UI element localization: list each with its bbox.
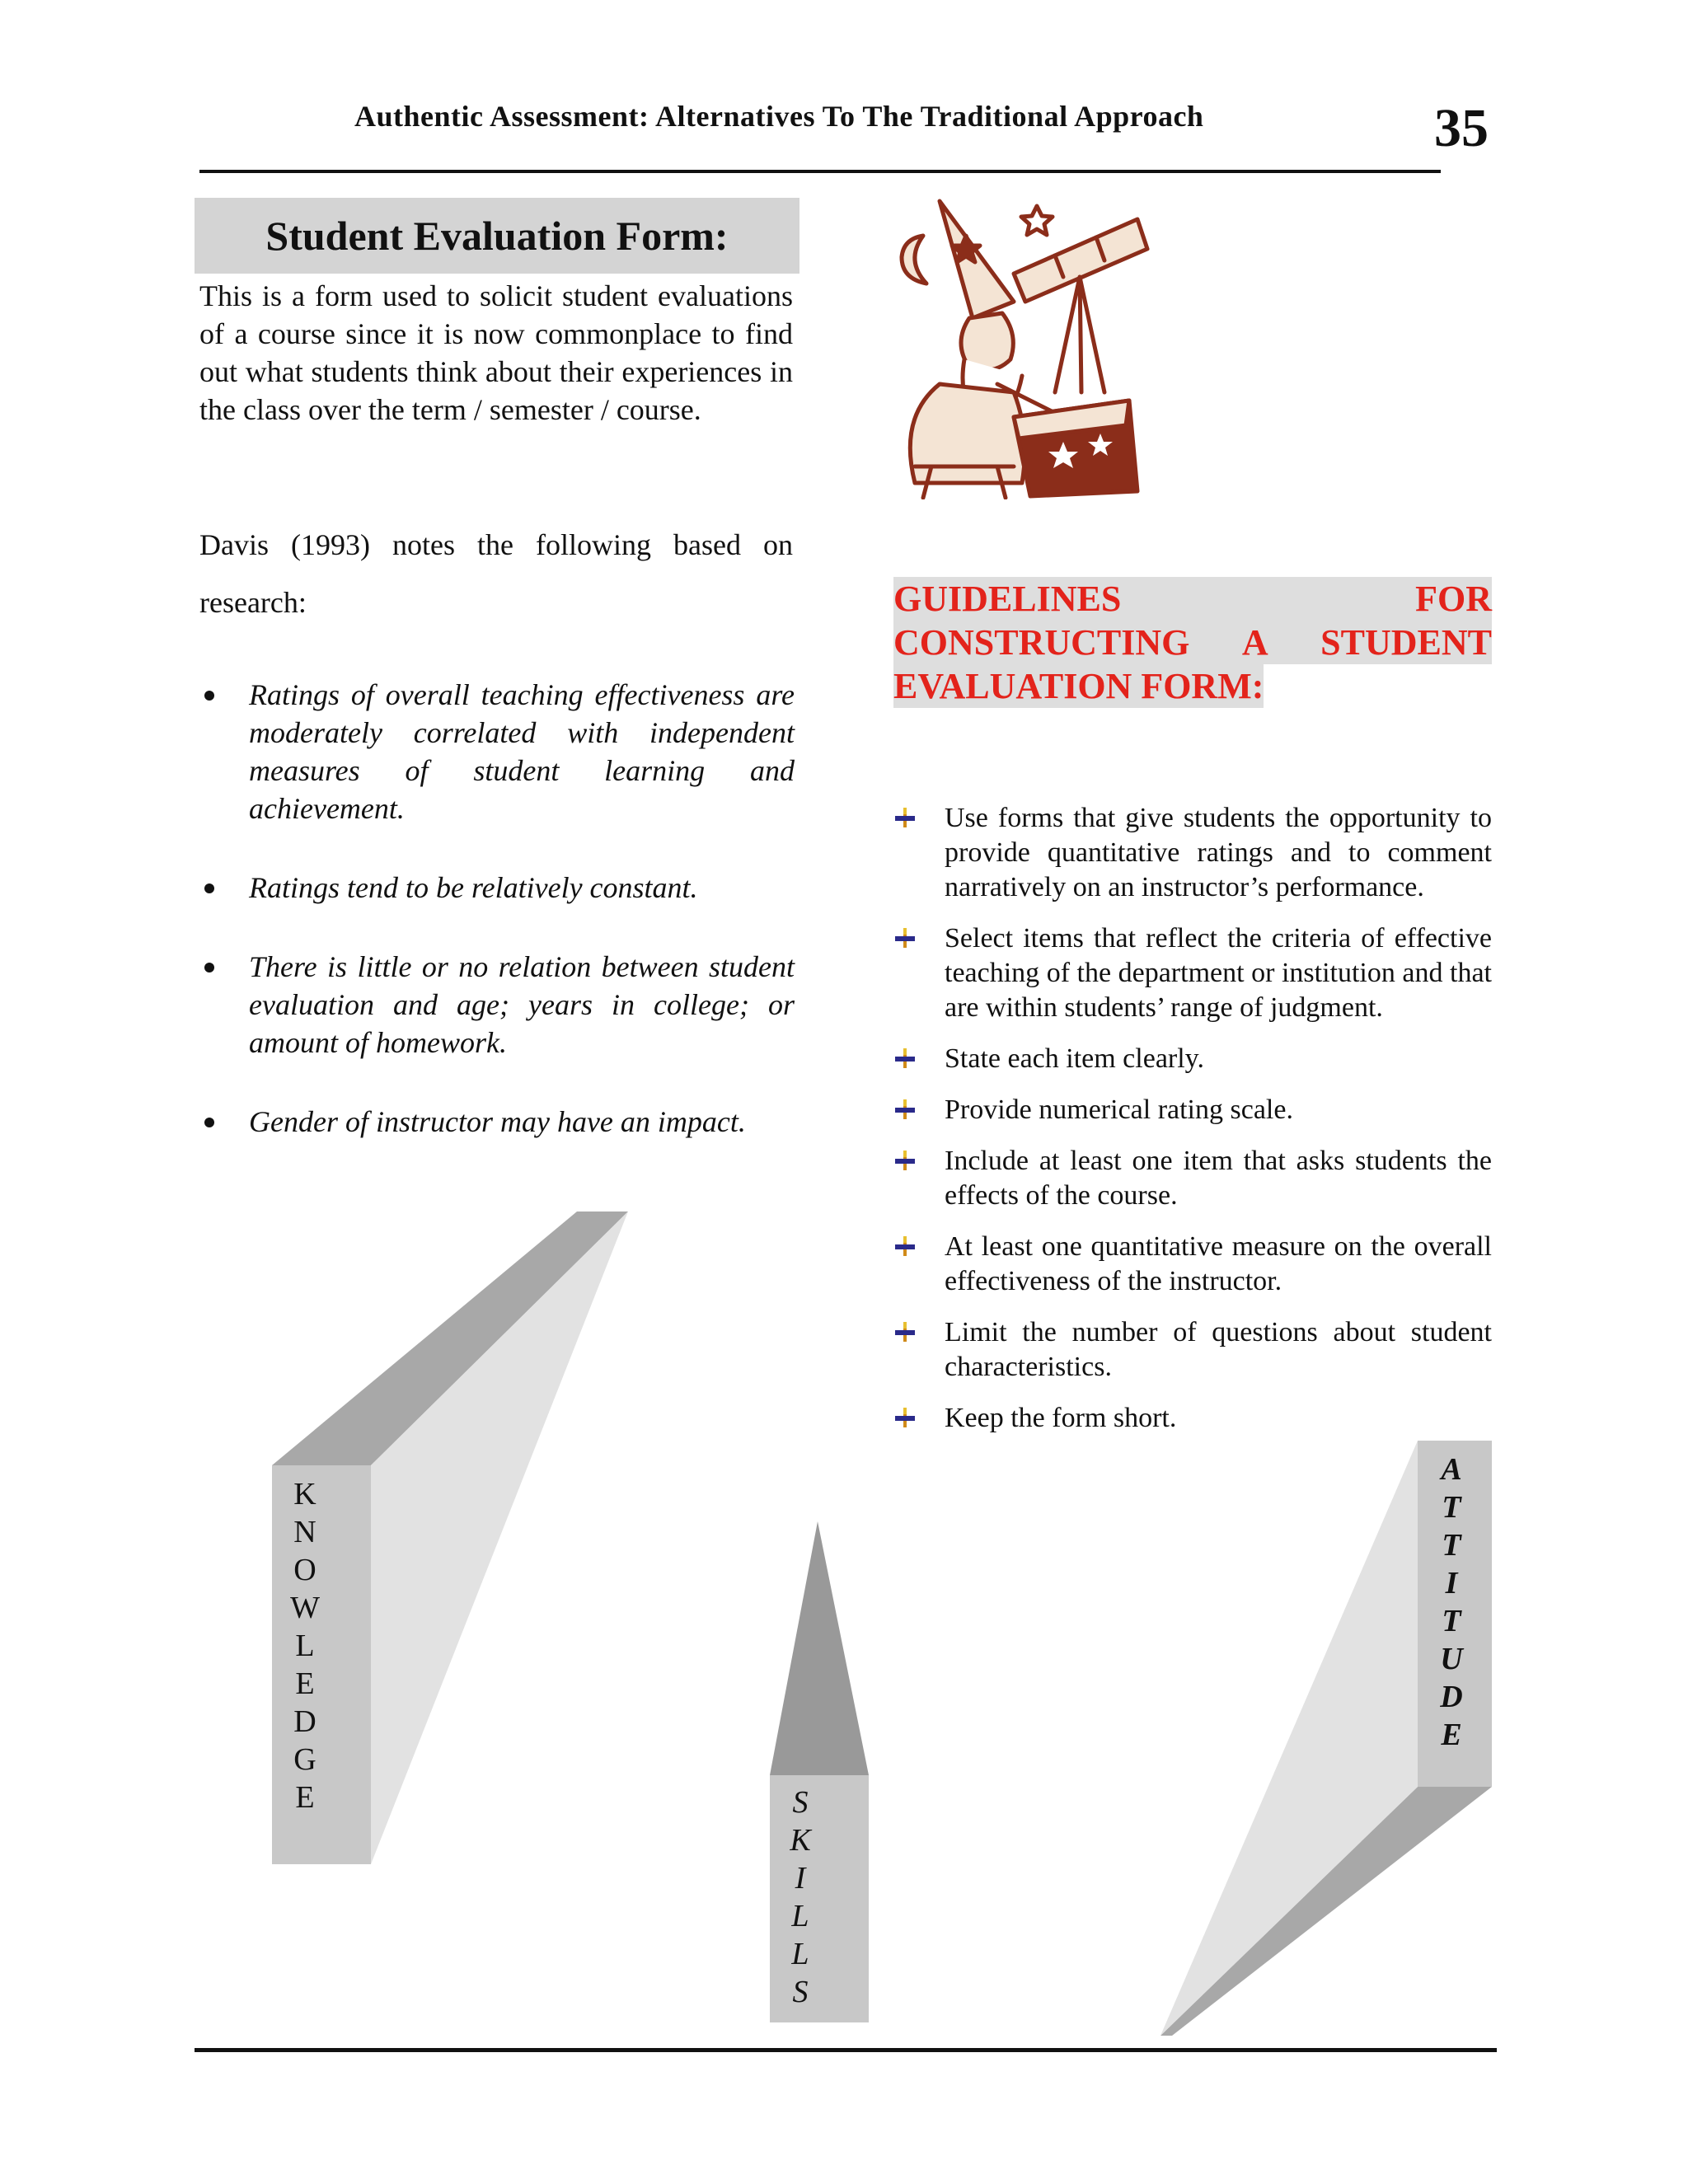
knowledge-prism-front [272, 1465, 371, 1864]
skills-prism-top [770, 1521, 869, 1775]
page-number: 35 [1434, 98, 1489, 158]
skills-label: S K I L L S [790, 1785, 811, 2009]
guidelines-heading: GUIDELINES FOR CONSTRUCTING A STUDENT EVALUATION FORM: [893, 579, 1492, 706]
davis-paragraph: Davis (1993) notes the following based on research: [199, 528, 793, 619]
attitude-prism-side [1160, 1441, 1418, 2036]
footer-rule [195, 2048, 1497, 2052]
list-item: There is little or no relation between student evaluation and age; years in college; or amount of homework. [199, 948, 795, 1062]
list-item: Use forms that give students the opportunity to provide quantitative ratings and to comment narratively on an instructor’s performance. [893, 801, 1492, 905]
list-item: Provide numerical rating scale. [893, 1093, 1492, 1127]
running-header: Authentic Assessment: Alternatives To The Traditional Approach [354, 100, 1204, 133]
intro-paragraph: This is a form used to solicit student evaluations of a course since it is now commonplace to find out what students think about their experiences in the class over the term / semester / course. [199, 279, 793, 426]
list-item: Limit the number of questions about student characteristics. [893, 1315, 1492, 1385]
list-item: At least one quantitative measure on the overall effectiveness of the instructor. [893, 1230, 1492, 1299]
list-item: State each item clearly. [893, 1042, 1492, 1076]
list-item: Include at least one item that asks students the effects of the course. [893, 1144, 1492, 1213]
section-title: Student Evaluation Form: [195, 198, 799, 274]
list-item: Select items that reflect the criteria of effective teaching of the department or institution and that are within students’ range of judgment. [893, 921, 1492, 1025]
list-item: Ratings tend to be relatively constant. [199, 869, 795, 907]
list-item: Gender of instructor may have an impact. [199, 1103, 795, 1141]
list-item: Ratings of overall teaching effectiveness are moderately correlated with independent measures of student learning and achievement. [199, 676, 795, 827]
attitude-label: A T T I T U D E [1440, 1452, 1463, 1752]
list-item: Keep the form short. [893, 1401, 1492, 1436]
knowledge-label: K N O W L E D G E [290, 1477, 320, 1815]
